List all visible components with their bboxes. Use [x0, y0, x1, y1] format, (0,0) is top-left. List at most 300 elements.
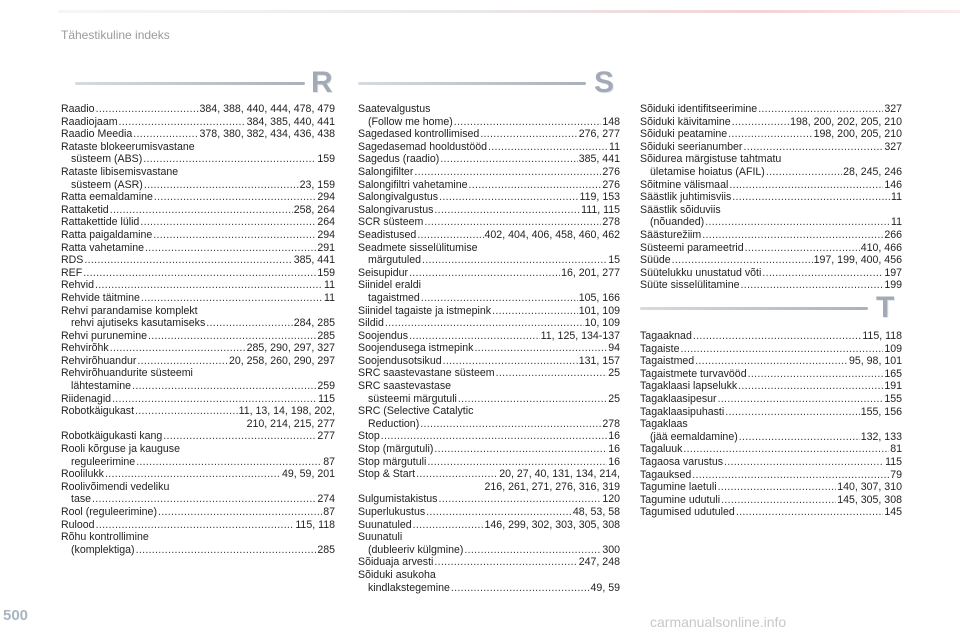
index-term: Tagaklaasi lapselukk: [640, 380, 738, 393]
index-term: Tagaklaasipuhasti: [640, 405, 725, 418]
dot-leader: [702, 229, 883, 242]
dot-leader: [683, 443, 889, 456]
index-term: Sõiduki käivitamine: [640, 115, 731, 128]
index-page-refs: 87: [323, 455, 335, 468]
section-letter-r: R: [311, 66, 333, 99]
index-entry: [640, 431, 902, 444]
index-entry: [640, 141, 902, 154]
index-entry: [640, 128, 902, 141]
index-term: Rulood: [61, 518, 95, 531]
header-rule: [58, 10, 960, 13]
index-entry: [61, 544, 335, 557]
dot-leader: [137, 355, 228, 368]
index-term: tase: [71, 493, 92, 506]
dot-leader: [488, 141, 608, 154]
index-page-refs: 327: [884, 103, 902, 115]
index-entry: [640, 343, 902, 356]
index-term: Sulgumistakistus: [358, 493, 438, 506]
index-entry: [640, 494, 902, 507]
index-entry: [640, 443, 902, 456]
index-entry: [61, 519, 335, 532]
index-page-refs: 191: [884, 380, 902, 393]
index-page-refs: 145, 305, 308: [837, 493, 902, 506]
dot-leader: [92, 493, 316, 506]
index-page-refs: 11: [324, 279, 335, 292]
dot-leader: [732, 191, 890, 204]
index-term: Seadistused: [358, 228, 417, 241]
index-entry: [358, 493, 620, 506]
index-page-refs: 145: [884, 506, 902, 519]
index-page-refs: 115: [318, 392, 335, 405]
index-page-refs: 264: [317, 216, 335, 229]
index-entry: [358, 506, 620, 519]
index-entry: [640, 191, 902, 204]
index-heading: SRC (Selective Catalytic: [358, 405, 474, 418]
index-page-refs: 48, 53, 58: [572, 506, 620, 518]
dot-leader: [385, 317, 584, 330]
index-entry: [61, 103, 335, 116]
dot-leader: [84, 254, 292, 267]
index-page-refs: 16, 201, 277: [561, 266, 620, 279]
index-term: Raadio: [61, 103, 95, 115]
index-term: Salongifiltri vahetamine: [358, 178, 468, 191]
dot-leader: [738, 380, 883, 393]
index-page-refs: 115, 118: [295, 518, 335, 531]
index-page-refs: 385, 441: [293, 254, 335, 267]
index-term: Rehvi purunemine: [61, 329, 147, 342]
index-entry: [358, 355, 620, 368]
dot-leader: [144, 179, 299, 192]
index-heading: Rataste libisemisvastane: [61, 165, 179, 178]
dot-leader: [119, 116, 246, 129]
index-term: Ratta vahetamine: [61, 241, 145, 254]
index-entry: [640, 355, 902, 368]
index-term: Salongifilter: [358, 165, 414, 178]
index-column-t: [640, 330, 902, 519]
dot-leader: [672, 254, 813, 267]
index-page-refs: 95, 98, 101: [848, 355, 902, 368]
index-entry: [640, 254, 902, 267]
index-page-refs: 327: [884, 140, 902, 153]
dot-leader: [421, 292, 578, 305]
index-entry: [640, 279, 902, 292]
dot-leader: [133, 128, 198, 141]
index-term: Stop & Start: [358, 468, 416, 481]
dot-leader: [739, 431, 860, 444]
index-term: Tagaluuk: [640, 443, 683, 456]
dot-leader: [110, 342, 246, 355]
index-heading: Saatevalgustus: [358, 103, 431, 115]
index-term: Soojendusotsikud: [358, 354, 442, 367]
index-page-refs: 115, 118: [862, 330, 902, 342]
index-term: Suunatuled: [358, 518, 412, 531]
index-page-refs: 259: [317, 380, 335, 393]
index-entry: [61, 254, 335, 267]
index-term: Süüde: [640, 254, 671, 267]
index-entry: [358, 166, 620, 179]
dot-leader: [132, 380, 316, 393]
index-term: Robotkäigukast: [61, 405, 135, 418]
dot-leader: [381, 430, 607, 443]
index-page-refs: 276: [602, 178, 620, 191]
index-entry: [640, 456, 902, 469]
index-entry: [358, 342, 620, 355]
dot-leader: [136, 544, 317, 557]
index-page-refs: 120: [602, 493, 620, 506]
index-heading: Rehvirõhuandurite süsteemi: [61, 367, 193, 380]
index-entry: [61, 179, 335, 192]
dot-leader: [426, 506, 572, 519]
index-page-refs: 146, 299, 302, 303, 305, 308: [484, 518, 620, 531]
index-term: Süsteemi parameetrid: [640, 241, 744, 254]
section-header-r: [75, 68, 333, 98]
index-entry: [358, 191, 620, 204]
index-page-refs: 111, 115: [581, 203, 620, 216]
index-page-refs: 384, 388, 440, 444, 478, 479: [199, 103, 335, 115]
index-entry: [61, 242, 335, 255]
index-term: (jää eemaldamine): [650, 430, 738, 443]
dot-leader: [464, 544, 601, 557]
index-term: reguleerimine: [71, 455, 136, 468]
index-page-refs: 11: [324, 291, 335, 304]
index-term: Rehvirõhk: [61, 342, 109, 355]
dot-leader: [766, 166, 842, 179]
index-page-refs: 105, 166: [578, 291, 620, 304]
dot-leader: [148, 330, 316, 343]
index-page-refs: 11: [891, 191, 902, 204]
index-page-refs: 11, 13, 14, 198, 202,: [238, 405, 335, 418]
dot-leader: [135, 405, 238, 418]
index-page-refs: 11, 125, 134-137: [540, 329, 620, 342]
index-page-refs: 87: [323, 506, 335, 518]
page-header-title: Tähestikuline indeks: [61, 28, 170, 42]
index-entry: [61, 267, 335, 280]
index-term: Sildid: [358, 317, 384, 330]
dot-leader: [736, 506, 883, 519]
index-term: Tagumine udutuli: [640, 493, 721, 506]
index-page-refs: 79: [890, 468, 902, 481]
index-page-refs: 277: [317, 430, 335, 443]
dot-leader: [693, 330, 861, 343]
dot-leader: [762, 267, 883, 280]
dot-leader: [140, 216, 316, 229]
index-page-refs: 81: [890, 443, 902, 456]
index-term: Sõiduki identifitseerimine: [640, 103, 758, 115]
index-page-refs: 11: [609, 140, 620, 153]
dot-leader: [424, 216, 601, 229]
section-header-s: [358, 68, 620, 98]
index-page-refs: 25: [608, 367, 620, 380]
index-term: SCR süsteem: [358, 216, 424, 229]
index-page-refs: 25: [608, 392, 620, 405]
index-entry: [358, 430, 620, 443]
index-entry: [358, 330, 620, 343]
index-page-refs: 300: [602, 543, 620, 556]
index-term: süsteem (ASR): [71, 178, 143, 191]
index-pages-continued: 210, 214, 215, 277: [246, 417, 335, 430]
dot-leader: [96, 519, 295, 532]
dot-leader: [83, 267, 316, 280]
index-term: Reduction): [368, 417, 420, 430]
index-entry: [640, 380, 902, 393]
index-heading: Roolivõimendi vedeliku: [61, 480, 170, 493]
section-rule: [75, 82, 305, 85]
dot-leader: [96, 103, 199, 116]
section-rule: [640, 307, 868, 310]
dot-leader: [443, 355, 578, 368]
index-entry: [358, 456, 620, 469]
index-page-refs: 155: [884, 392, 902, 405]
index-term: ületamise hoiatus (AFIL): [650, 165, 765, 178]
index-page-refs: 159: [317, 153, 335, 166]
section-letter-t: T: [876, 291, 895, 324]
index-page-refs: 384, 385, 440, 441: [246, 115, 335, 128]
index-page-refs: 197: [884, 266, 902, 279]
dot-leader: [721, 494, 836, 507]
dot-leader: [413, 519, 484, 532]
index-term: Robotkäigukasti kang: [61, 430, 163, 443]
dot-leader: [680, 343, 883, 356]
index-entry: [358, 254, 620, 267]
index-page-refs: 148: [602, 115, 620, 128]
index-page-refs: 146: [884, 178, 902, 191]
index-term: Tagumised udutuled: [640, 506, 735, 519]
index-term: Rehvirõhuandur: [61, 354, 137, 367]
index-entry: [640, 506, 902, 519]
index-term: Säästurežiim: [640, 228, 702, 241]
index-entry: [358, 216, 620, 229]
index-term: märgutuled: [368, 254, 421, 267]
dot-leader: [206, 317, 293, 330]
index-page-refs: 294: [317, 191, 335, 204]
index-term: kindlakstegemine: [368, 581, 450, 594]
index-page-refs: 378, 380, 382, 434, 436, 438: [199, 128, 335, 141]
dot-leader: [718, 393, 884, 406]
index-entry: [640, 330, 902, 343]
index-page-refs: 20, 258, 260, 290, 297: [228, 354, 335, 367]
index-term: Stop (märgutuli): [358, 443, 434, 456]
index-entry: [61, 456, 335, 469]
index-term: Sõiduki seerianumber: [640, 140, 743, 153]
page-number: 500: [3, 607, 29, 624]
index-entry: [640, 393, 902, 406]
index-page-refs: 274: [317, 493, 335, 506]
index-page-refs: 258, 264: [293, 203, 335, 216]
section-header-t: [640, 293, 902, 323]
index-page-refs: 266: [884, 228, 902, 241]
index-entry: [61, 229, 335, 242]
index-page-refs: 131, 157: [578, 354, 620, 367]
index-page-refs: 109: [884, 342, 902, 355]
index-page-refs: 198, 200, 205, 210: [813, 128, 902, 141]
index-page-refs: 10, 109: [584, 317, 620, 330]
index-entry: [358, 582, 620, 595]
index-page-refs: 276, 277: [578, 128, 620, 141]
dot-leader: [438, 493, 601, 506]
index-term: Sõiduaja arvesti: [358, 556, 434, 569]
index-term: Tagaklaasipesur: [640, 392, 717, 405]
index-entry: [358, 116, 620, 129]
index-page-refs: 23, 159: [299, 178, 335, 191]
dot-leader: [409, 330, 540, 343]
dot-leader: [729, 179, 883, 192]
index-entry: [358, 443, 620, 456]
index-page-refs: 94: [608, 342, 620, 355]
dot-leader: [154, 191, 316, 204]
index-page-refs: 410, 466: [860, 241, 902, 254]
index-entry: [358, 153, 620, 166]
index-entry: [358, 128, 620, 141]
dot-leader: [416, 468, 498, 481]
dot-leader: [718, 481, 837, 494]
index-page-refs: 385, 441: [578, 153, 620, 166]
dot-leader: [758, 103, 883, 116]
index-heading: Sõiduki asukoha: [358, 568, 436, 581]
index-term: REF: [61, 266, 83, 279]
index-entry: [61, 204, 335, 217]
index-term: Sagedus (raadio): [358, 153, 440, 166]
index-entry: [358, 179, 620, 192]
dot-leader: [105, 468, 281, 481]
index-term: süsteemi märgutuli: [368, 392, 457, 405]
dot-leader: [417, 229, 483, 242]
index-heading: Rataste blokeerumisvastane: [61, 140, 195, 153]
section-rule: [358, 82, 586, 85]
dot-leader: [454, 116, 602, 129]
index-term: tagaistmed: [368, 291, 420, 304]
index-term: (nõuanded): [650, 216, 705, 229]
index-term: RDS: [61, 254, 84, 267]
index-entry: [358, 519, 620, 532]
index-entry: [61, 317, 335, 330]
dot-leader: [496, 367, 608, 380]
dot-leader: [695, 355, 848, 368]
index-heading: Rehvi parandamise komplekt: [61, 304, 198, 317]
dot-leader: [458, 393, 607, 406]
index-page-refs: 276: [602, 165, 620, 178]
index-term: süsteem (ABS): [71, 153, 143, 166]
index-heading: Tagaklaas: [640, 418, 688, 431]
dot-leader: [741, 279, 884, 292]
index-entry: [358, 317, 620, 330]
index-page-refs: 101, 109: [578, 304, 620, 317]
dot-leader: [474, 342, 607, 355]
index-term: Stop märgutuli: [358, 455, 427, 468]
index-entry: [358, 305, 620, 318]
index-page-refs: 140, 307, 310: [837, 481, 902, 494]
index-term: Rehvide täitmine: [61, 291, 140, 304]
index-column-r: [61, 103, 335, 556]
index-entry: [61, 493, 335, 506]
dot-leader: [145, 242, 316, 255]
dot-leader: [480, 128, 577, 141]
index-term: SRC saastevastane süsteem: [358, 367, 495, 380]
index-term: Sagedasemad hooldustööd: [358, 140, 487, 153]
index-entry: [640, 368, 902, 381]
index-page-refs: 49, 59: [590, 581, 620, 594]
index-page-refs: 278: [602, 216, 620, 229]
index-term: Sõitmine välismaal: [640, 178, 729, 191]
index-entry: [640, 179, 902, 192]
index-term: Tagauksed: [640, 468, 692, 481]
index-entry: [358, 544, 620, 557]
dot-leader: [158, 506, 322, 519]
index-page-refs: 20, 27, 40, 131, 134, 214,: [499, 468, 620, 481]
index-heading: Sõidurea märgistuse tahtmatu: [640, 153, 782, 166]
index-entry: [61, 393, 335, 406]
dot-leader: [409, 267, 560, 280]
index-page-refs: 291: [317, 241, 335, 254]
index-term: Seisupidur: [358, 266, 409, 279]
index-term: Salongivalgustus: [358, 191, 439, 204]
index-term: Sõiduki peatamine: [640, 128, 728, 141]
index-term: Raadio Meedia: [61, 128, 133, 141]
dot-leader: [748, 368, 884, 381]
index-page-refs: 197, 199, 400, 456: [813, 254, 902, 267]
index-pages-continued: 216, 261, 271, 276, 316, 319: [484, 480, 620, 493]
index-entry: [358, 367, 620, 380]
dot-leader: [440, 153, 577, 166]
index-entry: [358, 204, 620, 217]
dot-leader: [434, 204, 580, 217]
index-term: Rool (reguleerimine): [61, 506, 157, 518]
dot-leader: [143, 153, 316, 166]
index-term: Tagaosa varustus: [640, 455, 724, 468]
dot-leader: [469, 179, 602, 192]
index-page-refs: 285: [317, 329, 335, 342]
index-entry: [358, 229, 620, 242]
index-page-refs: 284, 285: [293, 317, 335, 330]
index-term: Tagaistmed: [640, 355, 695, 368]
index-entry: [358, 393, 620, 406]
section-letter-s: S: [594, 66, 615, 99]
index-term: lähtestamine: [71, 380, 132, 393]
index-page-refs: 119, 153: [579, 191, 620, 204]
index-term: Soojendusega istmepink: [358, 342, 474, 355]
index-page-refs: 49, 59, 201: [281, 468, 335, 481]
index-entry: [640, 116, 902, 129]
dot-leader: [414, 166, 601, 179]
index-page-refs: 402, 404, 406, 458, 460, 462: [484, 228, 620, 241]
index-term: Rattaketid: [61, 203, 109, 216]
index-term: (Follow me home): [368, 115, 453, 128]
index-entry: [640, 216, 902, 229]
index-page-refs: 165: [884, 367, 902, 380]
index-entry: [640, 242, 902, 255]
index-term: Roolilukk: [61, 468, 104, 481]
index-entry: [358, 418, 620, 431]
index-column-s: [358, 103, 620, 594]
index-term: Riidenagid: [61, 392, 112, 405]
index-page-refs: 16: [608, 443, 620, 456]
index-entry: [640, 229, 902, 242]
index-page-refs: 16: [608, 430, 620, 443]
index-entry: [61, 279, 335, 292]
index-entry: [61, 506, 335, 519]
index-page-refs: 159: [317, 266, 335, 279]
dot-leader: [136, 456, 322, 469]
dot-leader: [451, 582, 590, 595]
index-page-refs: 28, 245, 246: [843, 165, 902, 178]
index-column-s-continued: [640, 103, 902, 292]
index-page-refs: 199: [884, 279, 902, 292]
index-page-refs: 294: [317, 228, 335, 241]
index-heading: Siinidel eraldi: [358, 279, 422, 292]
dot-leader: [692, 469, 889, 482]
index-term: Superlukustus: [358, 506, 426, 518]
index-entry: [358, 267, 620, 280]
index-term: Sagedased kontrollimised: [358, 128, 480, 141]
